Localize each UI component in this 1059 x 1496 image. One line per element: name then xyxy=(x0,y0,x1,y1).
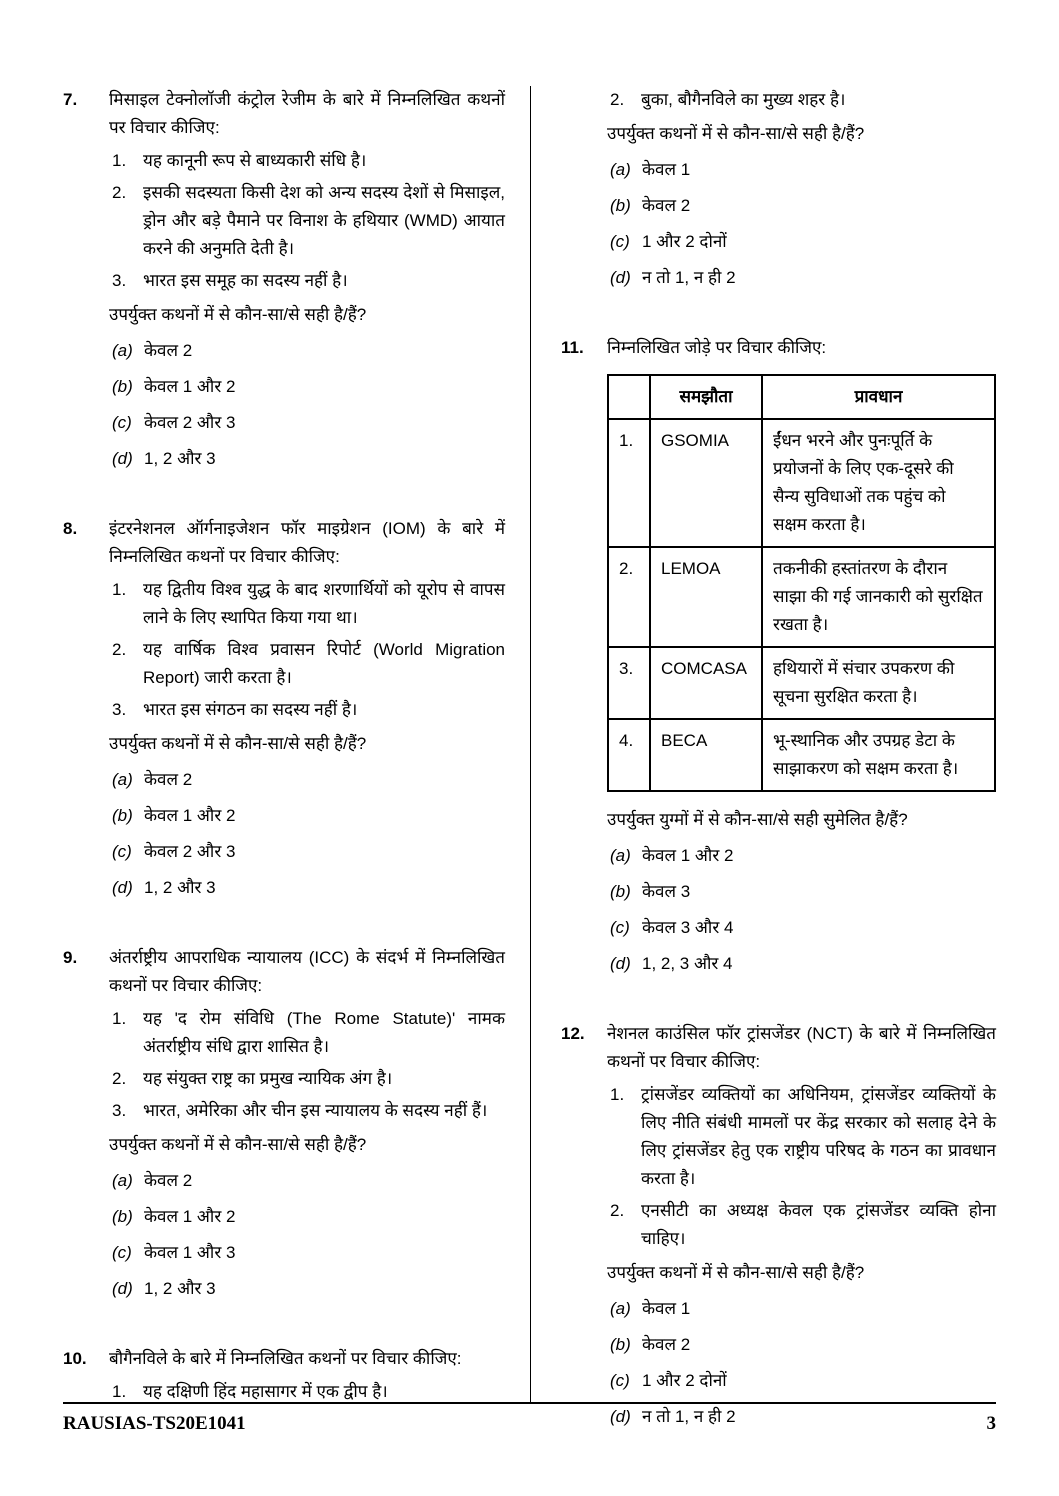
option-row xyxy=(109,874,505,902)
question-10 xyxy=(63,1345,505,1406)
question-9 xyxy=(63,944,505,1303)
table-cell-number: 2. xyxy=(608,547,650,647)
pairs-table xyxy=(607,374,996,792)
question-body xyxy=(109,1345,505,1406)
option-text: केवल 1 और 2 xyxy=(144,806,236,825)
statement-text: भारत इस संगठन का सदस्य नहीं है। xyxy=(143,700,358,719)
option-text: केवल 1 xyxy=(642,160,691,179)
table-cell-agreement: COMCASA xyxy=(650,647,762,719)
question-number-spacer xyxy=(561,86,607,292)
column-divider xyxy=(530,86,531,1402)
option-label: (a) xyxy=(610,160,631,179)
option-row xyxy=(607,950,996,978)
question-body xyxy=(109,515,505,902)
statement-number: 2. xyxy=(112,640,127,659)
statement-number: 1. xyxy=(112,151,127,170)
option-row xyxy=(109,409,505,437)
table-cell-provision: ईंधन भरने और पुनःपूर्ति के प्रयोजनों के लिए एक-दूसरे की सैन्य सुविधाओं तक पहुंच को सक्षम करता है। xyxy=(762,419,995,547)
option-text: केवल 2 xyxy=(144,341,193,360)
page-footer xyxy=(63,1402,996,1438)
question-number: 9. xyxy=(63,948,78,967)
statement-text: यह संयुक्त राष्ट्र का प्रमुख न्यायिक अंग है। xyxy=(143,1069,393,1088)
statement-number: 2. xyxy=(112,1069,127,1088)
question-number: 11. xyxy=(561,338,584,357)
statement-text: यह दक्षिणी हिंद महासागर में एक द्वीप है। xyxy=(143,1382,388,1401)
option-list xyxy=(607,842,996,978)
option-row xyxy=(109,1203,505,1231)
statement-row xyxy=(109,1097,505,1125)
question-10-continued xyxy=(561,86,996,292)
question-stem: बौगैनविले के बारे में निम्नलिखित कथनों पर विचार कीजिए: xyxy=(109,1349,462,1368)
option-row xyxy=(109,445,505,473)
statement-number: 2. xyxy=(610,90,625,109)
table-row xyxy=(608,719,995,791)
statement-row xyxy=(109,696,505,724)
option-label: (d) xyxy=(610,954,631,973)
table-row xyxy=(608,547,995,647)
statement-list xyxy=(109,147,505,295)
statement-text: यह 'द रोम संविधि (The Rome Statute)' नामक अंतर्राष्ट्रीय संधि द्वारा शासित है। xyxy=(143,1009,505,1056)
option-row xyxy=(607,192,996,220)
option-label: (a) xyxy=(112,341,133,360)
option-label: (b) xyxy=(112,806,133,825)
option-row xyxy=(607,156,996,184)
option-row xyxy=(109,1167,505,1195)
option-list xyxy=(109,1167,505,1303)
option-text: 1 और 2 दोनों xyxy=(642,1371,727,1390)
statement-number: 3. xyxy=(112,1101,127,1120)
left-column xyxy=(63,86,505,1402)
question-prompt: उपर्युक्त कथनों में से कौन-सा/से सही है/हैं? xyxy=(607,124,865,143)
option-row xyxy=(109,337,505,365)
option-label: (d) xyxy=(112,878,133,897)
table-row xyxy=(608,419,995,547)
option-label: (b) xyxy=(112,377,133,396)
question-prompt: उपर्युक्त कथनों में से कौन-सा/से सही है/हैं? xyxy=(109,305,367,324)
option-text: न तो 1, न ही 2 xyxy=(642,268,736,287)
option-label: (d) xyxy=(610,268,631,287)
option-list xyxy=(109,337,505,473)
table-cell-number: 1. xyxy=(608,419,650,547)
table-header-provision: प्रावधान xyxy=(762,375,995,419)
statement-row xyxy=(109,576,505,632)
option-row xyxy=(109,802,505,830)
statement-number: 2. xyxy=(610,1201,625,1220)
question-stem: नेशनल काउंसिल फॉर ट्रांसजेंडर (NCT) के बारे में निम्नलिखित कथनों पर विचार कीजिए: xyxy=(607,1024,996,1071)
option-label: (c) xyxy=(610,232,630,251)
option-label: (c) xyxy=(610,918,630,937)
footer-page-number: 3 xyxy=(986,1413,996,1434)
question-prompt: उपर्युक्त कथनों में से कौन-सा/से सही है/हैं? xyxy=(607,1263,865,1282)
statement-text: भारत इस समूह का सदस्य नहीं है। xyxy=(143,271,348,290)
option-text: केवल 2 और 3 xyxy=(144,413,236,432)
question-body xyxy=(607,1020,996,1431)
option-row xyxy=(109,766,505,794)
option-label: (d) xyxy=(112,1279,133,1298)
option-label: (c) xyxy=(112,413,132,432)
option-text: केवल 1 और 3 xyxy=(144,1243,236,1262)
statement-text: ट्रांसजेंडर व्यक्तियों का अधिनियम, ट्रांसजेंडर व्यक्तियों के लिए नीति संबंधी मामलों पर केंद्र सरकार को सलाह देने के लिए ट्रांसजेंडर हेतु एक राष्ट्रीय परिषद के गठन का प्रावधान करता है। xyxy=(641,1085,996,1188)
statement-row xyxy=(607,1081,996,1193)
question-prompt: उपर्युक्त कथनों में से कौन-सा/से सही है/हैं? xyxy=(109,734,367,753)
option-row xyxy=(607,1367,996,1395)
statement-row xyxy=(607,1197,996,1253)
statement-row xyxy=(109,1065,505,1093)
option-label: (a) xyxy=(112,1171,133,1190)
option-label: (a) xyxy=(610,1299,631,1318)
statement-number: 1. xyxy=(112,1382,127,1401)
option-row xyxy=(607,228,996,256)
option-row xyxy=(607,264,996,292)
option-label: (b) xyxy=(610,1335,631,1354)
question-stem: मिसाइल टेक्नोलॉजी कंट्रोल रेजीम के बारे में निम्नलिखित कथनों पर विचार कीजिए: xyxy=(109,90,505,137)
table-header-blank xyxy=(608,375,650,419)
option-row xyxy=(607,842,996,870)
statement-text: इसकी सदस्यता किसी देश को अन्य सदस्य देशों से मिसाइल, ड्रोन और बड़े पैमाने पर विनाश के हथियार (WMD) आयात करने की अनुमति देती है। xyxy=(143,183,505,258)
statement-number: 3. xyxy=(112,700,127,719)
option-label: (b) xyxy=(610,196,631,215)
option-label: (d) xyxy=(610,1407,631,1426)
option-text: केवल 2 xyxy=(642,196,691,215)
option-list xyxy=(607,156,996,292)
statement-list xyxy=(607,86,996,114)
statement-text: यह वार्षिक विश्व प्रवासन रिपोर्ट (World Migration Report) जारी करता है। xyxy=(143,640,505,687)
option-row xyxy=(109,838,505,866)
statement-row xyxy=(109,179,505,263)
question-body xyxy=(607,334,996,978)
statement-number: 1. xyxy=(112,580,127,599)
table-cell-number: 3. xyxy=(608,647,650,719)
question-stem: इंटरनेशनल ऑर्गनाइजेशन फॉर माइग्रेशन (IOM) के बारे में निम्नलिखित कथनों पर विचार कीजिए: xyxy=(109,519,505,566)
table-cell-number: 4. xyxy=(608,719,650,791)
option-label: (b) xyxy=(112,1207,133,1226)
question-8 xyxy=(63,515,505,902)
statement-text: भारत, अमेरिका और चीन इस न्यायालय के सदस्य नहीं हैं। xyxy=(143,1101,488,1120)
statement-text: बुका, बौगैनविले का मुख्य शहर है। xyxy=(641,90,846,109)
question-body xyxy=(109,944,505,1303)
option-row xyxy=(607,878,996,906)
table-cell-agreement: GSOMIA xyxy=(650,419,762,547)
question-number: 7. xyxy=(63,90,78,109)
question-number: 8. xyxy=(63,519,78,538)
option-text: 1, 2 और 3 xyxy=(144,878,216,897)
table-cell-provision: तकनीकी हस्तांतरण के दौरान साझा की गई जानकारी को सुरक्षित रखता है। xyxy=(762,547,995,647)
question-number: 10. xyxy=(63,1349,87,1368)
option-text: केवल 2 और 3 xyxy=(144,842,236,861)
question-prompt: उपर्युक्त युग्मों में से कौन-सा/से सही सुमेलित है/हैं? xyxy=(607,810,908,829)
option-text: केवल 2 xyxy=(642,1335,691,1354)
question-prompt: उपर्युक्त कथनों में से कौन-सा/से सही है/हैं? xyxy=(109,1135,367,1154)
option-label: (c) xyxy=(112,1243,132,1262)
option-label: (a) xyxy=(112,770,133,789)
footer-test-code: RAUSIAS-TS20E1041 xyxy=(63,1413,246,1434)
statement-number: 3. xyxy=(112,271,127,290)
option-label: (d) xyxy=(112,449,133,468)
statement-text: एनसीटी का अध्यक्ष केवल एक ट्रांसजेंडर व्यक्ति होना चाहिए। xyxy=(641,1201,996,1248)
option-label: (a) xyxy=(610,846,631,865)
question-number: 12. xyxy=(561,1024,585,1043)
option-text: केवल 3 और 4 xyxy=(642,918,734,937)
table-cell-agreement: LEMOA xyxy=(650,547,762,647)
option-text: 1, 2, 3 और 4 xyxy=(642,954,733,973)
statement-row xyxy=(109,636,505,692)
option-text: केवल 1 और 2 xyxy=(144,1207,236,1226)
question-stem: अंतर्राष्ट्रीय आपराधिक न्यायालय (ICC) के संदर्भ में निम्नलिखित कथनों पर विचार कीजिए: xyxy=(109,948,505,995)
option-text: 1, 2 और 3 xyxy=(144,449,216,468)
option-label: (c) xyxy=(610,1371,630,1390)
statement-number: 1. xyxy=(112,1009,127,1028)
option-text: न तो 1, न ही 2 xyxy=(642,1407,736,1426)
option-text: केवल 1 और 2 xyxy=(642,846,734,865)
statement-list xyxy=(607,1081,996,1253)
table-header-row xyxy=(608,375,995,419)
option-label: (b) xyxy=(610,882,631,901)
statement-row xyxy=(109,147,505,175)
option-label: (c) xyxy=(112,842,132,861)
table-cell-agreement: BECA xyxy=(650,719,762,791)
table-cell-provision: हथियारों में संचार उपकरण की सूचना सुरक्षित करता है। xyxy=(762,647,995,719)
option-text: केवल 2 xyxy=(144,1171,193,1190)
question-11 xyxy=(561,334,996,978)
table-cell-provision: भू-स्थानिक और उपग्रह डेटा के साझाकरण को सक्षम करता है। xyxy=(762,719,995,791)
option-text: केवल 3 xyxy=(642,882,691,901)
option-text: 1 और 2 दोनों xyxy=(642,232,727,251)
question-body xyxy=(109,86,505,473)
option-text: केवल 1 xyxy=(642,1299,691,1318)
table-row xyxy=(608,647,995,719)
right-column xyxy=(561,86,996,1426)
statement-list xyxy=(109,1005,505,1125)
statement-row xyxy=(109,1005,505,1061)
question-stem: निम्नलिखित जोड़े पर विचार कीजिए: xyxy=(607,338,827,357)
option-row xyxy=(109,1239,505,1267)
option-row xyxy=(607,1295,996,1323)
statement-text: यह कानूनी रूप से बाध्यकारी संधि है। xyxy=(143,151,367,170)
option-row xyxy=(607,1331,996,1359)
option-text: 1, 2 और 3 xyxy=(144,1279,216,1298)
statement-text: यह द्वितीय विश्व युद्ध के बाद शरणार्थियों को यूरोप से वापस लाने के लिए स्थापित किया गया था। xyxy=(143,580,505,627)
statement-number: 2. xyxy=(112,183,127,202)
question-7 xyxy=(63,86,505,473)
question-body xyxy=(607,86,996,292)
option-row xyxy=(109,373,505,401)
statement-list xyxy=(109,576,505,724)
option-list xyxy=(109,766,505,902)
statement-number: 1. xyxy=(610,1085,625,1104)
option-row xyxy=(109,1275,505,1303)
option-text: केवल 1 और 2 xyxy=(144,377,236,396)
table-header-agreement: समझौता xyxy=(650,375,762,419)
option-text: केवल 2 xyxy=(144,770,193,789)
statement-row xyxy=(109,267,505,295)
statement-row xyxy=(607,86,996,114)
option-row xyxy=(607,914,996,942)
question-12 xyxy=(561,1020,996,1431)
